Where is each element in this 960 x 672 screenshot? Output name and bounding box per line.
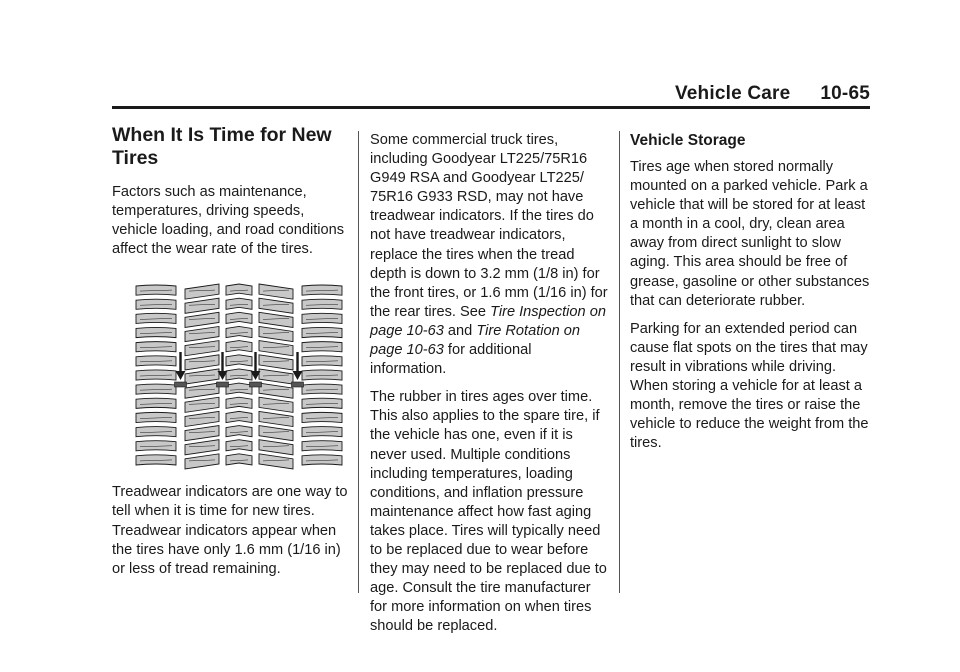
tread-block <box>185 284 219 299</box>
tread-wear-indicator-figure <box>124 278 349 473</box>
tread-block <box>226 313 252 324</box>
column-2 <box>370 131 610 645</box>
tread-block <box>259 440 293 455</box>
page-header <box>112 83 870 105</box>
wear-indicator-bar <box>250 382 262 387</box>
tread-block <box>185 454 219 469</box>
tire-tread-illustration <box>124 278 349 473</box>
tread-block <box>226 299 252 310</box>
tread-block <box>259 383 293 398</box>
tread-block <box>259 454 293 469</box>
tread-block <box>185 299 219 314</box>
wear-indicator-bar <box>217 382 229 387</box>
commercial-tires-paragraph <box>370 131 610 379</box>
tread-block <box>226 383 252 394</box>
tread-block <box>259 313 293 328</box>
section-heading: When It Is Time for New Tires <box>112 124 332 169</box>
tread-block <box>259 398 293 413</box>
tread-block <box>185 341 219 356</box>
storage-paragraph-2: Parking for an extended period can cause flat spots on the tires that may result in vibrations while driving. When storing a vehicle for at least a month, remove the tires or raise the vehicle to reduce the weight from the tires. <box>630 320 869 452</box>
column-divider-1 <box>358 131 359 593</box>
tread-block <box>185 355 219 370</box>
tread-block <box>226 412 252 423</box>
tread-block <box>185 398 219 413</box>
tread-block <box>185 426 219 441</box>
tread-block <box>226 454 252 465</box>
tread-block <box>226 355 252 366</box>
wear-indicator-bar <box>292 382 304 387</box>
tread-block <box>259 327 293 342</box>
tread-block <box>259 369 293 384</box>
additional-info-text: for additional information. <box>370 342 532 378</box>
tread-block <box>185 383 219 398</box>
section-title: Vehicle Care <box>674 83 791 104</box>
wear-indicator-bar <box>175 382 187 387</box>
tread-block <box>185 440 219 455</box>
tread-block <box>259 284 293 299</box>
column-divider-2 <box>619 131 620 593</box>
tread-block <box>226 327 252 338</box>
intro-paragraph: Factors such as maintenance, temperatures, driving speeds, vehicle loading, and road conditions affect the wear rate of the tires. <box>112 184 345 258</box>
tread-block <box>259 341 293 356</box>
tread-block <box>259 299 293 314</box>
tread-block <box>226 440 252 451</box>
tread-block <box>259 412 293 427</box>
tread-block <box>226 426 252 437</box>
tire-rotation-link[interactable]: Tire Rotation on page 10-63 <box>370 322 581 359</box>
commercial-text: Some commercial truck tires, including Goodyear LT225/75R16 G949 RSA and Goodyear LT225/ 75R16 G933 RSD, may not have treadwear indicators. If the tires do not have treadwear indicators, replace the tires when the tread depth is down to 3.2 mm (1/8 in) for the front tires, or 1.6 mm (1/16 in) for the rear tires. See <box>370 132 608 320</box>
tread-block <box>226 398 252 409</box>
tread-block <box>259 426 293 441</box>
treadwear-paragraph: Treadwear indicators are one way to tell when it is time for new tires. Treadwear indicators appear when the tires have only 1.6 mm (1/16 in) or less of tread remaining. <box>112 484 348 577</box>
indicator-arrow-head <box>293 371 303 380</box>
tread-block <box>185 327 219 342</box>
indicator-arrow-head <box>176 371 186 380</box>
tread-block <box>185 313 219 328</box>
tire-aging-paragraph: The rubber in tires ages over time. This also applies to the spare tire, if the vehicle has one, even if it is never used. Multiple conditions including temperatures, loading conditions, and inflation pressure maintenance affect how fast aging takes place. Tires will typically need to be replaced due to wear before they may need to be replaced due to age. Consult the tire manufacturer for more information on when tires should be replaced. <box>370 389 607 635</box>
and-text: and <box>443 322 477 339</box>
column-3 <box>630 131 870 462</box>
tread-block <box>185 369 219 384</box>
tread-block <box>226 341 252 352</box>
tread-block <box>259 355 293 370</box>
vehicle-storage-heading: Vehicle Storage <box>630 132 746 149</box>
storage-paragraph-1: Tires age when stored normally mounted on a parked vehicle. Park a vehicle that will be stored for at least a month in a cool, dry, clean area away from direct sunlight to slow aging. This area should be free of grease, gasoline or other substances that can deteriorate rubber. <box>630 159 870 309</box>
tread-block <box>226 369 252 380</box>
tread-block <box>226 284 252 295</box>
tread-block <box>185 412 219 427</box>
header-rule <box>112 106 870 109</box>
tire-inspection-link[interactable]: Tire Inspection on page 10-63 <box>370 303 606 339</box>
column-1 <box>112 124 348 588</box>
page-number: 10-65 <box>820 83 870 104</box>
